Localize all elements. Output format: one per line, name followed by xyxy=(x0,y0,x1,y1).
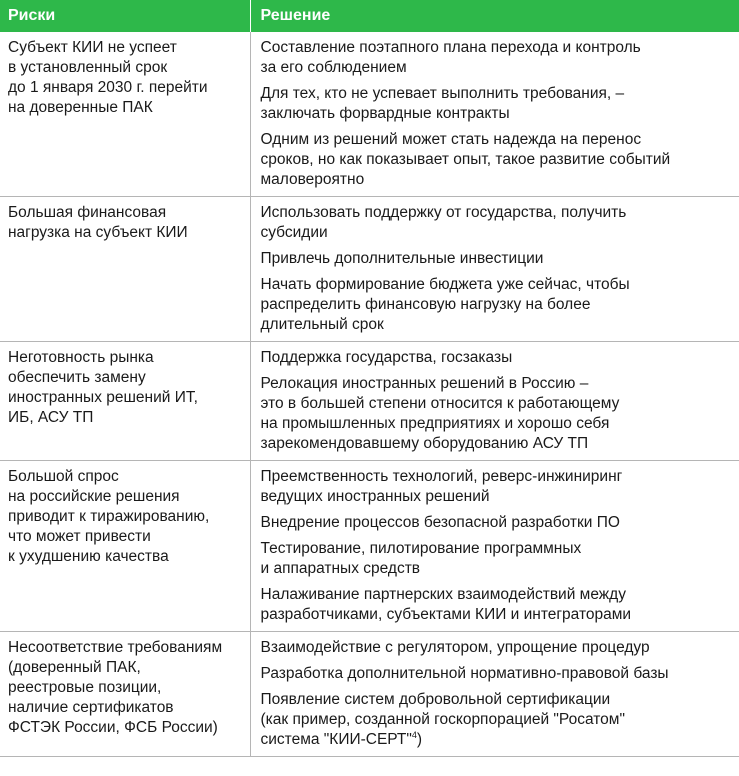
solution-item: Начать формирование бюджета уже сейчас, чтобы распределить финансовую нагрузку на более длительный срок xyxy=(260,276,630,333)
risk-text: Субъект КИИ не успеет в установленный срок до 1 января 2030 г. перейти на доверенные ПАК xyxy=(8,39,208,116)
header-risks: Риски xyxy=(0,0,250,32)
risk-cell xyxy=(0,342,250,461)
solution-item: Привлечь дополнительные инвестиции xyxy=(260,250,544,267)
solution-item: Поддержка государства, госзаказы xyxy=(260,349,513,366)
solution-item: Преемственность технологий, реверс-инжиниринг ведущих иностранных решений xyxy=(260,468,623,505)
table-row xyxy=(0,197,739,342)
solution-text: Появление систем добровольной сертификации (как пример, созданной госкорпорацией "Росатом" система "КИИ-СЕРТ" xyxy=(260,691,625,748)
table-row xyxy=(0,342,739,461)
risk-cell xyxy=(0,197,250,342)
solution-item: Налаживание партнерских взаимодействий между разработчиками, субъектами КИИ и интеграторами xyxy=(260,586,632,623)
table-row xyxy=(0,32,739,197)
solution-item xyxy=(261,690,734,750)
solution-item: Взаимодействие с регулятором, упрощение процедур xyxy=(260,639,650,656)
risk-text: Большой спрос на российские решения приводит к тиражированию, что может привести к ухудшению качества xyxy=(8,468,210,565)
solution-item: Одним из решений может стать надежда на перенос сроков, но как показывает опыт, такое развитие событий маловероятно xyxy=(260,131,671,188)
solution-cell xyxy=(250,32,739,197)
solution-item: Внедрение процессов безопасной разработки ПО xyxy=(260,514,620,531)
footnote-marker: 4 xyxy=(411,729,417,740)
solution-item: Использовать поддержку от государства, получить субсидии xyxy=(260,204,627,241)
solution-cell xyxy=(250,461,739,632)
table-row xyxy=(0,632,739,757)
risk-cell xyxy=(0,632,250,757)
solution-cell xyxy=(250,632,739,757)
risk-cell xyxy=(0,461,250,632)
risk-text: Большая финансовая нагрузка на субъект КИИ xyxy=(8,204,188,241)
solution-cell xyxy=(250,197,739,342)
solution-cell xyxy=(250,342,739,461)
solution-item: Тестирование, пилотирование программных и аппаратных средств xyxy=(260,540,582,577)
risk-text: Неготовность рынка обеспечить замену иностранных решений ИТ, ИБ, АСУ ТП xyxy=(8,349,198,426)
table-row xyxy=(0,461,739,632)
solution-item: Составление поэтапного плана перехода и контроль за его соблюдением xyxy=(260,39,641,76)
solution-item: Релокация иностранных решений в Россию – это в большей степени относится к работающему на промышленных предприятиях и хорошо себя зарекомендовавшему оборудованию АСУ ТП xyxy=(260,375,620,452)
risk-text: Несоответствие требованиям (доверенный ПАК, реестровые позиции, наличие сертификатов ФСТЭК России, ФСБ России) xyxy=(8,639,223,736)
closing-paren: ) xyxy=(416,731,423,748)
header-solution: Решение xyxy=(250,0,739,32)
table-header-row xyxy=(0,0,739,32)
solution-item: Для тех, кто не успевает выполнить требования, – заключать форвардные контракты xyxy=(260,85,625,122)
solution-item: Разработка дополнительной нормативно-правовой базы xyxy=(260,665,669,682)
risk-cell xyxy=(0,32,250,197)
